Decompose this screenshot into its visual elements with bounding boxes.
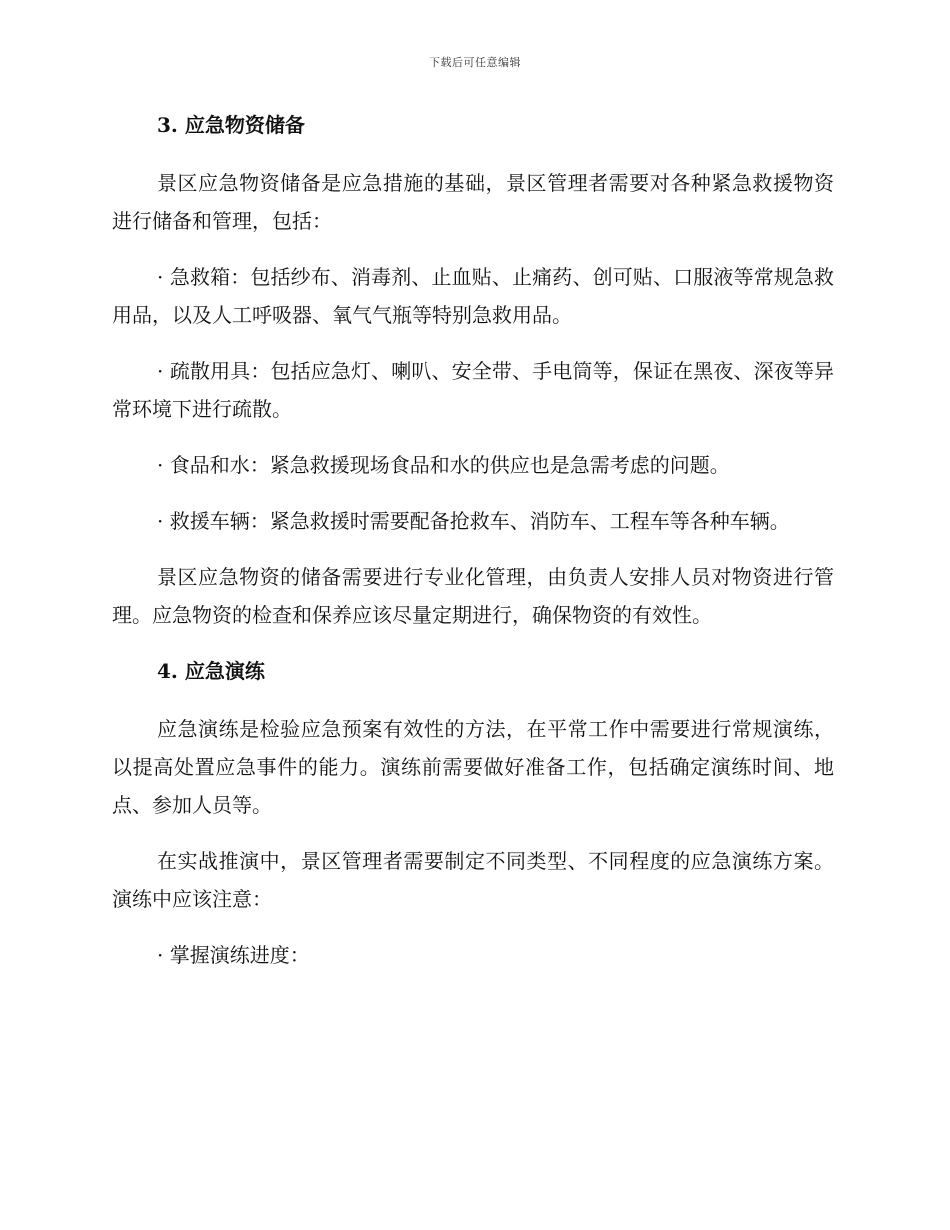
paragraph-supplies-intro: 景区应急物资储备是应急措施的基础，景区管理者需要对各种紧急救援物资进行储备和管理，包括：: [112, 171, 834, 233]
bullet-evacuation-tools: · 疏散用具：包括应急灯、喇叭、安全带、手电筒等，保证在黑夜、深夜等异常环境下进行疏散。: [112, 359, 834, 421]
bullet-drill-progress: · 掌握演练进度：: [157, 943, 310, 967]
page-header: 下载后可任意编辑: [429, 56, 521, 69]
paragraph-drills-plan: 在实战推演中，景区管理者需要制定不同类型、不同程度的应急演练方案。演练中应该注意：: [112, 849, 834, 911]
bullet-food-water: · 食品和水：紧急救援现场食品和水的供应也是急需考虑的问题。: [157, 453, 730, 477]
bullet-first-aid-kit: · 急救箱：包括纱布、消毒剂、止血贴、止痛药、创可贴、口服液等常规急救用品，以及人工呼吸器、氧气气瓶等特别急救用品。: [112, 265, 834, 327]
document-body: [112, 106, 834, 992]
paragraph-drills-intro: 应急演练是检验应急预案有效性的方法，在平常工作中需要进行常规演练，以提高处置应急事件的能力。演练前需要做好准备工作，包括确定演练时间、地点、参加人员等。: [112, 717, 834, 817]
bullet-rescue-vehicles: · 救援车辆：紧急救援时需要配备抢救车、消防车、工程车等各种车辆。: [157, 509, 790, 533]
section-heading-drills: 4. 应急演练: [157, 659, 265, 683]
section-heading-supplies: 3. 应急物资储备: [157, 113, 305, 137]
paragraph-supplies-management: 景区应急物资的储备需要进行专业化管理，由负责人安排人员对物资进行管理。应急物资的检查和保养应该尽量定期进行，确保物资的有效性。: [112, 565, 834, 627]
